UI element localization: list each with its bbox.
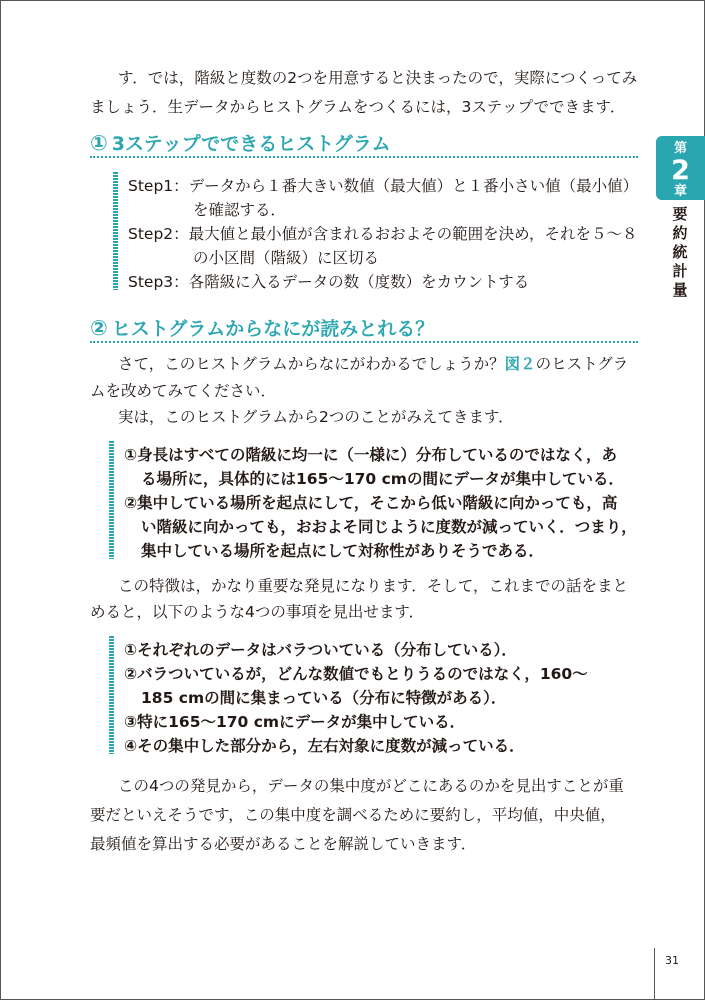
para-3-line-1: この特徴は，かなり重要な発見になります．そして，これまでの話をまと — [118, 577, 628, 595]
intro-line-1: す．では，階級と度数の2つを用意すると決まったので，実際につくってみ — [118, 69, 638, 87]
page-number: 31 — [665, 954, 679, 967]
step-2-text-cont: の小区間（階級）に区切る — [193, 249, 380, 267]
item-line-5: ④その集中した部分から，左右対象に度数が減っている． — [124, 737, 525, 755]
finding-line-2: る場所に，具体的には165～170 cmの間にデータが集中している． — [141, 470, 624, 488]
para-4-line-3: 最頻値を算出する必要があることを解説していきます． — [90, 835, 477, 853]
item-line-3: 185 cmの間に集まっている（分布に特徴がある）． — [141, 689, 507, 707]
step-2-text: 最大値と最小値が含まれるおおよその範囲を決め，それを５～８ — [188, 225, 638, 243]
section-2-title: ヒストグラムからなにが読みとれる？ — [111, 318, 435, 340]
para-2: 実は，このヒストグラムから2つのことがみえてきます． — [118, 408, 514, 426]
chapter-title: 要約統計量 — [672, 205, 688, 299]
step-1-text: データから１番大きい数値（最大値）と１番小さい値（最小値） — [188, 177, 639, 195]
chapter-prefix: 第 — [673, 141, 687, 156]
section-2-heading — [90, 314, 434, 341]
chapter-number: 2 — [671, 155, 690, 186]
para-4-line-1: この4つの発見から，データの集中度がどこにあるのかを見出すことが重 — [118, 777, 624, 795]
step-1 — [128, 174, 638, 198]
section-1-title: 3ステップでできるヒストグラム — [111, 133, 391, 155]
section-2-divider — [90, 341, 638, 343]
step-3-text: 各階級に入るデータの数（度数）をカウントする — [188, 273, 530, 291]
finding-line-1: ①身長はすべての階級に均一に（一様に）分布しているのではなく，あ — [124, 446, 618, 464]
para-3-line-2: めると，以下のような4つの事項を見出せます． — [90, 603, 425, 621]
para-1-text-b: のヒストグラ — [535, 355, 629, 373]
steps-quote-bar — [113, 172, 118, 290]
step-2 — [128, 222, 638, 246]
section-2-number: ② — [90, 316, 108, 340]
intro-line-2: ましょう．生データからヒストグラムをつくるには，3ステップでできます． — [90, 98, 626, 116]
figure-ref: 図２ — [504, 355, 536, 373]
para-1-line-2: ムを改めてみてください． — [90, 382, 277, 400]
finding-line-3: ②集中している場所を起点にして，そこから低い階級に向かっても，高 — [124, 494, 618, 512]
chapter-suffix: 章 — [673, 184, 687, 199]
item-line-2: ②バラついているが，どんな数値でもとりうるのではなく，160～ — [124, 665, 588, 683]
step-1-text-cont: を確認する． — [193, 201, 287, 219]
findings-quote-bar — [109, 441, 114, 559]
step-2-label: Step2： — [128, 225, 189, 243]
step-3-label: Step3： — [128, 273, 189, 291]
finding-line-5: 集中している場所を起点にして対称性がありそうである． — [141, 542, 545, 560]
item-line-1: ①それぞれのデータはバラついている（分布している）． — [124, 641, 517, 659]
section-1-number: ① — [90, 131, 108, 155]
para-4-line-2: 要だといえそうです，この集中度を調べるために要約し，平均値，中央値， — [90, 806, 616, 824]
step-1-label: Step1： — [128, 177, 189, 195]
para-1-text: さて，このヒストグラムからなにがわかるでしょうか？ — [118, 355, 505, 373]
step-3 — [128, 270, 529, 294]
page-number-rule — [654, 948, 655, 1000]
section-1-heading — [90, 129, 391, 156]
items-quote-bar — [109, 636, 114, 754]
section-1-divider — [90, 156, 638, 158]
finding-line-4: い階級に向かっても，おおよそ同じように度数が減っていく．つまり， — [141, 518, 637, 536]
para-1-line-1 — [118, 352, 628, 376]
chapter-tab — [656, 136, 705, 200]
item-line-4: ③特に165～170 cmにデータが集中している． — [124, 713, 466, 731]
